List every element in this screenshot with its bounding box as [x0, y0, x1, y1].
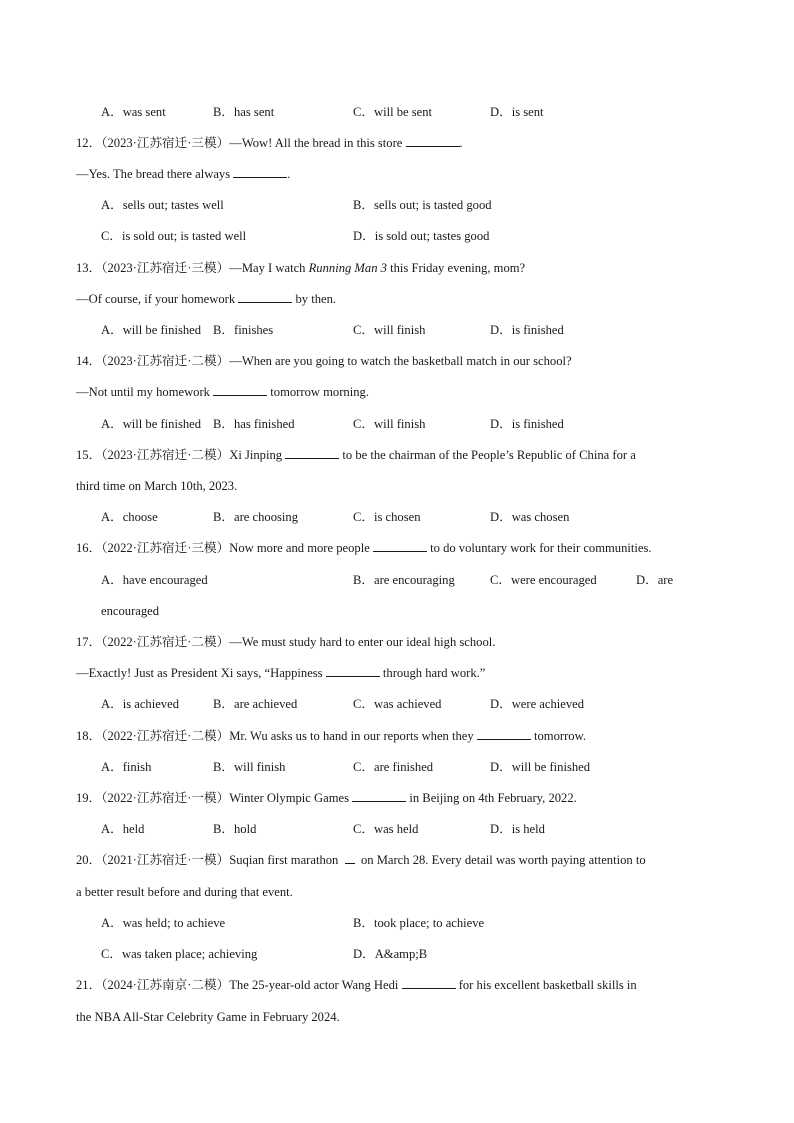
option-a: A．will be finished — [101, 417, 202, 431]
stem-text: —We must study hard to enter our ideal high school. — [229, 635, 496, 649]
stem-text: —May I watch — [229, 261, 309, 275]
question-stem — [76, 976, 637, 994]
question-stem — [76, 851, 646, 869]
option-d: D．was chosen — [490, 510, 570, 524]
question-number: 12． — [76, 136, 102, 150]
question-number: 17． — [76, 635, 102, 649]
question-number: 14． — [76, 354, 102, 368]
answer-blank — [233, 165, 287, 178]
option-a: A．is achieved — [101, 697, 179, 711]
question-stem-line2 — [76, 883, 293, 901]
stem-text-end: by then. — [295, 292, 337, 306]
answer-blank — [352, 789, 406, 802]
option-b: B．will finish — [213, 760, 286, 774]
option-c: C．will finish — [353, 323, 426, 337]
answer-blank — [406, 134, 460, 147]
question-source: （2023·江苏宿迁·二模） — [101, 354, 230, 368]
option-c: C．are finished — [353, 760, 434, 774]
question-stem-line2 — [76, 1008, 340, 1026]
option-d: D．is held — [490, 822, 545, 836]
stem-text: Winter Olympic Games — [229, 791, 350, 805]
option-d-continued: encouraged — [101, 604, 160, 618]
answer-blank — [213, 383, 267, 396]
question-source: （2023·江苏宿迁·二模） — [101, 448, 230, 462]
stem-text: —Not until my homework — [76, 385, 210, 399]
question-stem-line2 — [76, 664, 485, 682]
option-b: B．finishes — [213, 323, 274, 337]
movie-title: Running Man 3 — [308, 261, 387, 275]
option-b: B．took place; to achieve — [353, 916, 485, 930]
stem-text-end: in Beijing on 4th February, 2022. — [409, 791, 577, 805]
option-d: D．A&amp;B — [353, 947, 428, 961]
question-stem — [76, 352, 572, 370]
option-c: C．was held — [353, 822, 419, 836]
stem-text: —Yes. The bread there always — [76, 167, 231, 181]
answer-blank — [238, 290, 292, 303]
option-c: C．was taken place; achieving — [101, 947, 258, 961]
option-b: B．hold — [213, 822, 257, 836]
stem-text: The 25-year-old actor Wang Hedi — [229, 978, 399, 992]
question-stem — [76, 446, 636, 464]
option-b: B．are choosing — [213, 510, 298, 524]
stem-text: Now more and more people — [229, 541, 370, 555]
answer-blank — [477, 727, 531, 740]
option-a: A．have encouraged — [101, 573, 208, 587]
option-a: A．will be finished — [101, 323, 202, 337]
option-a: A．finish — [101, 760, 152, 774]
stem-text: Suqian first marathon — [229, 853, 339, 867]
question-stem — [76, 633, 495, 651]
question-stem-line2 — [76, 477, 237, 495]
question-number: 16． — [76, 541, 102, 555]
answer-blank — [326, 664, 380, 677]
stem-text: a better result before and during that event. — [76, 885, 293, 899]
option-c: C．will finish — [353, 417, 426, 431]
option-d: D．is finished — [490, 417, 564, 431]
option-b: B．are encouraging — [353, 573, 455, 587]
stem-text-end: this Friday evening, mom? — [386, 261, 526, 275]
question-source: （2024·江苏南京·二模） — [101, 978, 230, 992]
option-b: B．has finished — [213, 417, 295, 431]
question-source: （2022·江苏宿迁·三模） — [101, 541, 230, 555]
option-c: C．is chosen — [353, 510, 421, 524]
question-number: 18． — [76, 729, 102, 743]
option-d: D．is sent — [490, 105, 544, 119]
option-d: D．is sold out; tastes good — [353, 229, 490, 243]
stem-text: —Exactly! Just as President Xi says, “Happiness — [76, 666, 323, 680]
stem-text: —When are you going to watch the basketball match in our school? — [229, 354, 572, 368]
question-number: 15． — [76, 448, 102, 462]
answer-blank — [402, 976, 456, 989]
question-source: （2023·江苏宿迁·三模） — [101, 136, 230, 150]
question-stem — [76, 789, 577, 807]
stem-text: —Of course, if your homework — [76, 292, 236, 306]
option-c: C．was achieved — [353, 697, 442, 711]
question-stem — [76, 134, 463, 152]
question-source: （2022·江苏宿迁·二模） — [101, 635, 230, 649]
stem-text: third time on March 10th, 2023. — [76, 479, 238, 493]
option-c: C．were encouraged — [490, 573, 597, 587]
question-source: （2021·江苏宿迁·一模） — [101, 853, 230, 867]
option-d: D．is finished — [490, 323, 564, 337]
question-stem-line2 — [76, 165, 290, 183]
question-number: 20． — [76, 853, 102, 867]
option-b: B．has sent — [213, 105, 275, 119]
option-a: A．was held; to achieve — [101, 916, 226, 930]
option-a: A．was sent — [101, 105, 166, 119]
question-source: （2022·江苏宿迁·二模） — [101, 729, 230, 743]
option-b: B．are achieved — [213, 697, 298, 711]
answer-blank — [373, 539, 427, 552]
stem-text: Mr. Wu asks us to hand in our reports when they — [229, 729, 474, 743]
answer-blank — [285, 446, 339, 459]
option-d: D．will be finished — [490, 760, 591, 774]
stem-text: —Wow! All the bread in this store — [229, 136, 403, 150]
question-number: 13． — [76, 261, 102, 275]
question-source: （2023·江苏宿迁·三模） — [101, 261, 230, 275]
question-source: （2022·江苏宿迁·一模） — [101, 791, 230, 805]
stem-text-end: on March 28. Every detail was worth paying attention to — [360, 853, 646, 867]
option-a: A．held — [101, 822, 145, 836]
stem-text: the NBA All-Star Celebrity Game in February 2024. — [76, 1010, 340, 1024]
option-a: A．choose — [101, 510, 158, 524]
question-number: 19． — [76, 791, 102, 805]
question-number: 21． — [76, 978, 102, 992]
option-d: D．were achieved — [490, 697, 585, 711]
stem-text-end: . — [459, 136, 463, 150]
option-b: B．sells out; is tasted good — [353, 198, 492, 212]
question-stem — [76, 727, 586, 745]
stem-text: Xi Jinping — [229, 448, 283, 462]
stem-text-end: to be the chairman of the People’s Republic of China for a — [342, 448, 636, 462]
option-c: C．is sold out; is tasted well — [101, 229, 247, 243]
stem-text-end: . — [287, 167, 291, 181]
stem-text-end: tomorrow morning. — [270, 385, 369, 399]
option-a: A．sells out; tastes well — [101, 198, 224, 212]
question-stem — [76, 259, 525, 277]
option-c: C．will be sent — [353, 105, 433, 119]
question-stem-line2 — [76, 290, 336, 308]
stem-text-end: to do voluntary work for their communities. — [430, 541, 652, 555]
answer-blank — [345, 851, 355, 864]
question-stem-line2 — [76, 383, 369, 401]
question-stem — [76, 539, 652, 557]
option-d: D．are — [636, 573, 674, 587]
stem-text-end: through hard work.” — [382, 666, 486, 680]
stem-text-end: tomorrow. — [534, 729, 586, 743]
stem-text-end: for his excellent basketball skills in — [458, 978, 637, 992]
